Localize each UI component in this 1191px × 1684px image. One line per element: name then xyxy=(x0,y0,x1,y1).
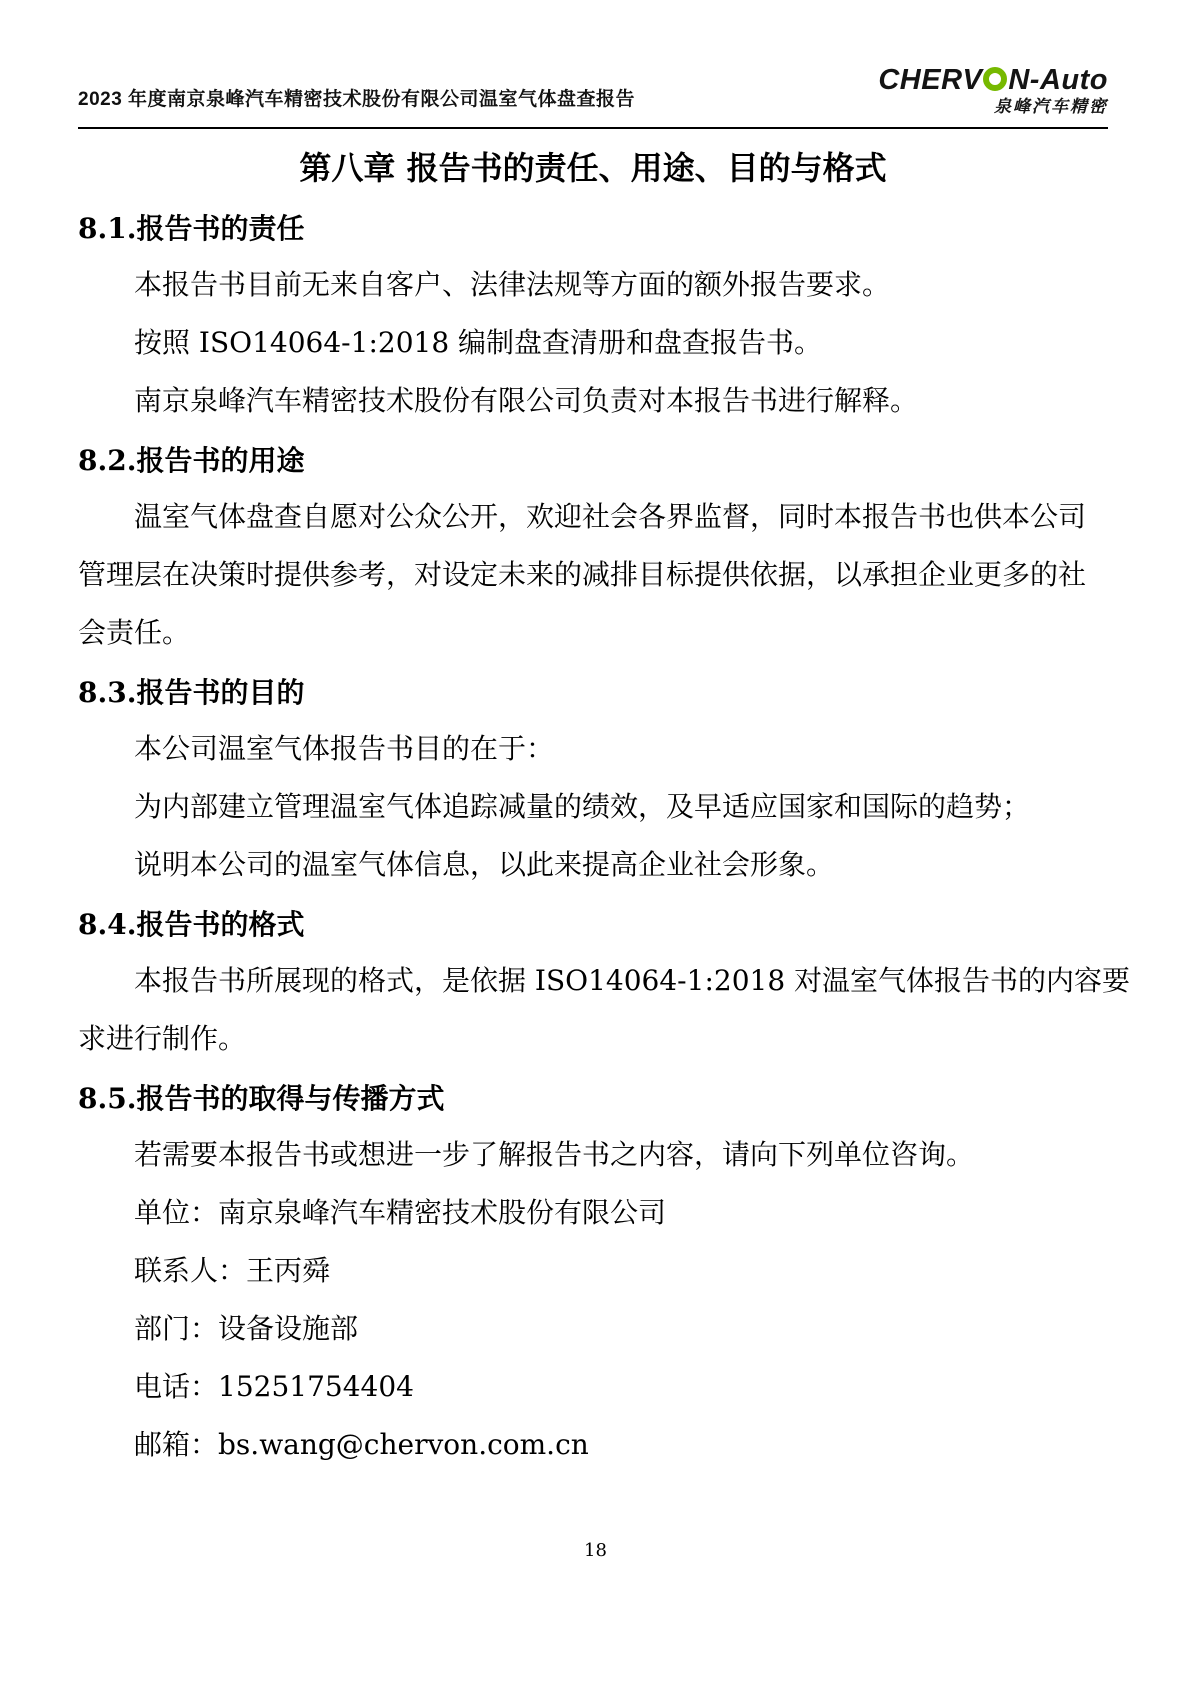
report-header-title: 2023 年度南京泉峰汽车精密技术股份有限公司温室气体盘查报告 xyxy=(78,89,636,110)
body-line: 为内部建立管理温室气体追踪减量的绩效，及早适应国家和国际的趋势； xyxy=(134,790,1031,823)
page-number: 18 xyxy=(584,1540,607,1561)
section-8-5 xyxy=(78,1072,1108,1474)
section-8-4-heading: 8.4.报告书的格式 xyxy=(78,908,305,941)
body-line: 说明本公司的温室气体信息，以此来提高企业社会形象。 xyxy=(134,848,835,881)
body-line: 按照 ISO14064-1:2018 编制盘查清册和盘查报告书。 xyxy=(134,326,823,359)
page-content xyxy=(78,140,1131,1474)
contact-person-line: 联系人：王丙舜 xyxy=(134,1254,331,1287)
body-line: 本报告书所展现的格式，是依据 ISO14064-1:2018 对温室气体报告书的内容要 xyxy=(134,964,1131,997)
contact-unit-line: 单位：南京泉峰汽车精密技术股份有限公司 xyxy=(134,1196,667,1229)
contact-email-line: 邮箱：bs.wang@chervon.com.cn xyxy=(134,1428,589,1461)
body-line: 本公司温室气体报告书目的在于： xyxy=(134,732,555,765)
header-divider xyxy=(78,127,1108,129)
contact-phone-line: 电话：15251754404 xyxy=(134,1370,414,1403)
body-line: 管理层在决策时提供参考，对设定未来的减排目标提供依据，以承担企业更多的社 xyxy=(78,558,1087,591)
section-8-3 xyxy=(78,666,1108,894)
section-8-3-heading: 8.3.报告书的目的 xyxy=(78,676,305,709)
section-8-4 xyxy=(78,898,1131,1068)
body-line: 本报告书目前无来自客户、法律法规等方面的额外报告要求。 xyxy=(134,268,891,301)
logo-wordmark xyxy=(878,66,1108,95)
chervon-auto-logo xyxy=(878,66,1108,117)
contact-department-line: 部门：设备设施部 xyxy=(134,1312,359,1345)
page-header xyxy=(78,66,1108,117)
logo-subtitle: 泉峰汽车精密 xyxy=(994,97,1108,116)
logo-wordmark-right: N-Auto xyxy=(1008,64,1108,96)
section-8-1-heading: 8.1.报告书的责任 xyxy=(78,212,305,245)
logo-wordmark-left: CHERV xyxy=(878,64,983,96)
section-8-1 xyxy=(78,202,1108,430)
body-line: 温室气体盘查自愿对公众公开，欢迎社会各界监督，同时本报告书也供本公司 xyxy=(134,500,1087,533)
section-8-2 xyxy=(78,434,1108,662)
body-line: 若需要本报告书或想进一步了解报告书之内容，请向下列单位咨询。 xyxy=(134,1138,975,1171)
section-8-5-heading: 8.5.报告书的取得与传播方式 xyxy=(78,1082,445,1115)
body-line: 会责任。 xyxy=(78,616,191,649)
chapter-title: 第八章 报告书的责任、用途、目的与格式 xyxy=(299,149,887,187)
body-line: 求进行制作。 xyxy=(78,1022,247,1055)
section-8-2-heading: 8.2.报告书的用途 xyxy=(78,444,305,477)
logo-green-ring-icon xyxy=(983,67,1007,91)
body-line: 南京泉峰汽车精密技术股份有限公司负责对本报告书进行解释。 xyxy=(134,384,919,417)
